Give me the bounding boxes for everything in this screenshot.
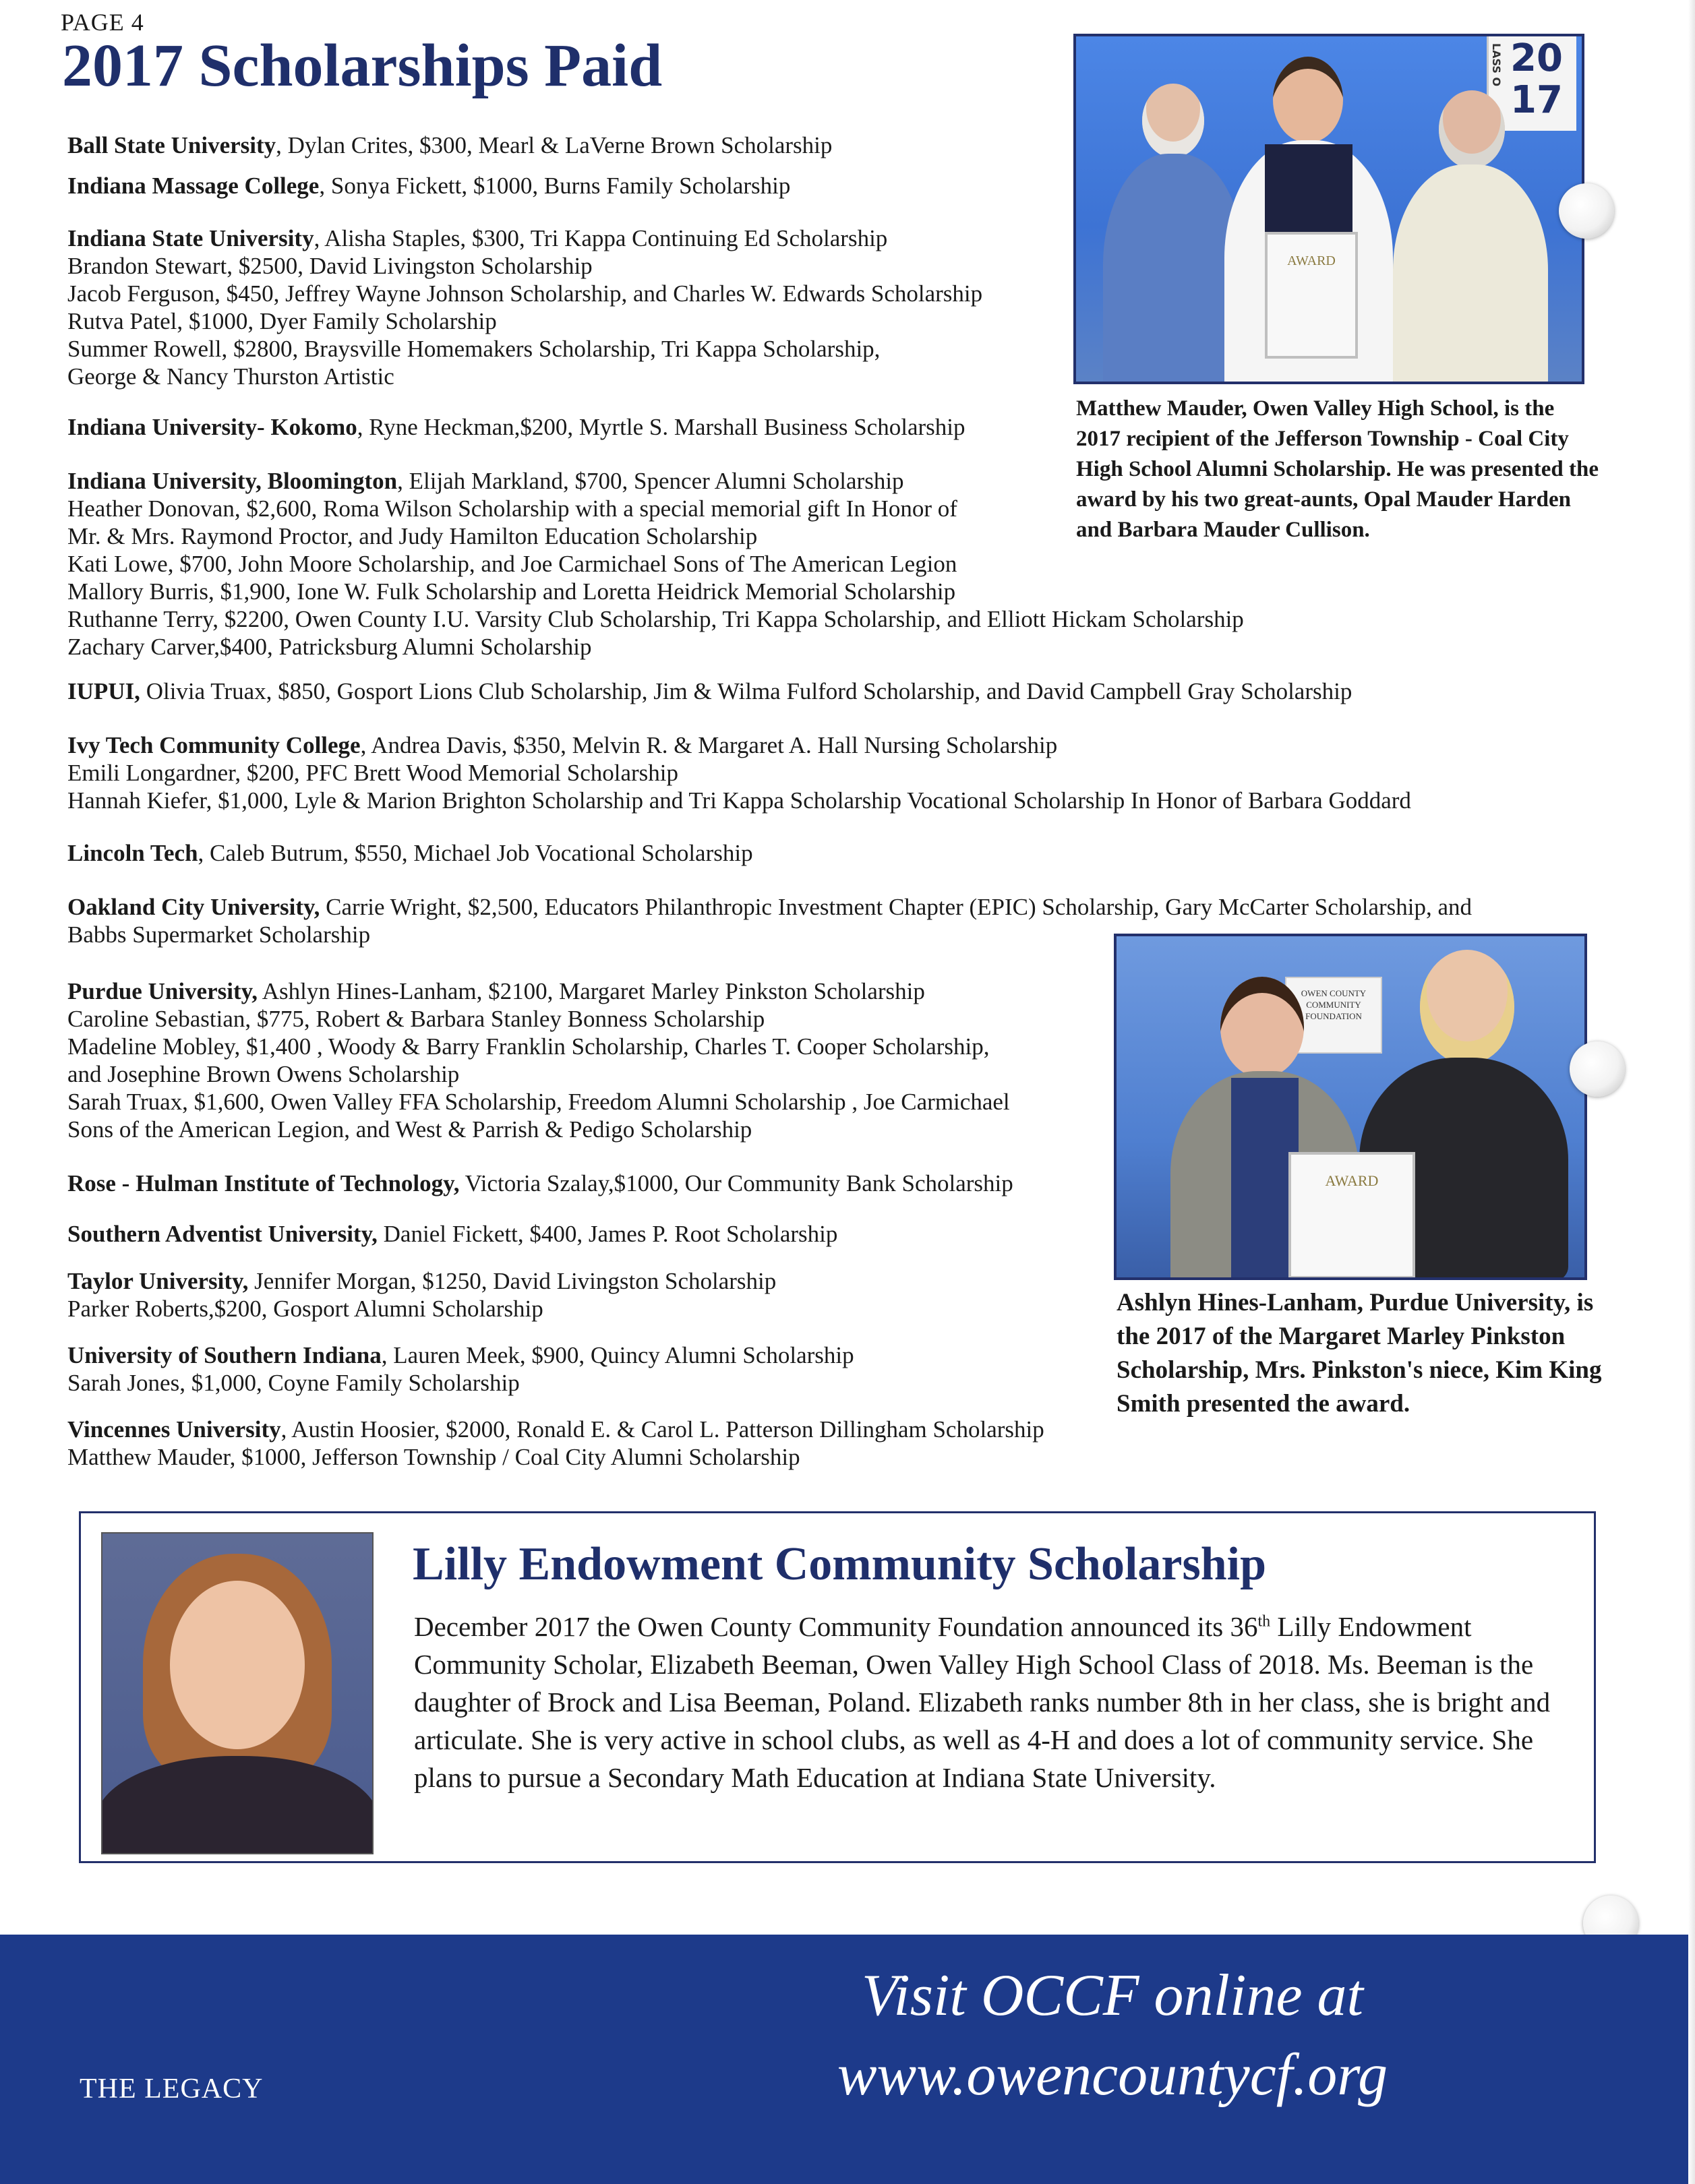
banner-top-text: 20	[1510, 36, 1563, 80]
footer-website-link[interactable]: www.owencountycf.org	[837, 2042, 1388, 2108]
lilly-body-start: December 2017 the Owen County Community Foundation announced its 36	[414, 1611, 1258, 1642]
recipient-line: Rutva Patel, $1000, Dyer Family Scholarship	[67, 308, 497, 334]
person-right	[1393, 90, 1548, 384]
lilly-body	[414, 1608, 1574, 1796]
recipient-line: Summer Rowell, $2800, Braysville Homemakers Scholarship, Tri Kappa Scholarship,	[67, 336, 881, 362]
lilly-title: Lilly Endowment Community Scholarship	[413, 1538, 1267, 1590]
recipient-line: Mr. & Mrs. Raymond Proctor, and Judy Hamilton Education Scholarship	[67, 523, 758, 549]
binder-hole	[1570, 1041, 1625, 1097]
recipient-line: Heather Donovan, $2,600, Roma Wilson Scholarship with a special memorial gift In Honor of	[67, 495, 957, 522]
institution-name: University of Southern Indiana	[67, 1342, 382, 1368]
lilly-scholarship-box	[79, 1511, 1596, 1863]
recipient-line: Mallory Burris, $1,900, Ione W. Fulk Scholarship and Loretta Heidrick Memorial Scholarship	[67, 578, 956, 605]
institution-name: Purdue University,	[67, 978, 258, 1004]
recipient-detail: , Lauren Meek, $900, Quincy Alumni Scholarship	[381, 1342, 854, 1368]
recipient-line: Brandon Stewart, $2500, David Livingston Scholarship	[67, 253, 593, 279]
binder-hole	[1559, 183, 1614, 239]
person-middle	[1224, 57, 1393, 384]
plaque-label: AWARD	[1287, 253, 1336, 268]
recipient-detail: , Alisha Staples, $300, Tri Kappa Continuing Ed Scholarship	[314, 225, 888, 251]
recipient-detail: , Elijah Markland, $700, Spencer Alumni Scholarship	[397, 468, 904, 494]
institution-name: Indiana University- Kokomo	[67, 414, 357, 440]
scholarship-entry	[67, 731, 1605, 814]
recipient-detail: , Andrea Davis, $350, Melvin R. & Margaret A. Hall Nursing Scholarship	[360, 732, 1058, 758]
banner-bottom-text: 17	[1510, 78, 1563, 122]
institution-name: Oakland City University,	[67, 894, 320, 920]
recipient-line: Caroline Sebastian, $775, Robert & Barbara Stanley Bonness Scholarship	[67, 1006, 765, 1032]
entry-first-line	[67, 893, 1605, 921]
recipient-detail: , Austin Hoosier, $2000, Ronald E. & Carol L. Patterson Dillingham Scholarship	[280, 1416, 1044, 1443]
recipient-detail: , Dylan Crites, $300, Mearl & LaVerne Brown Scholarship	[276, 132, 833, 158]
sign-text: OWEN COUNTY COMMUNITY FOUNDATION	[1301, 988, 1367, 1021]
recipient-line: Ruthanne Terry, $2200, Owen County I.U. Varsity Club Scholarship, Tri Kappa Scholarship, and Elliott Hickam Scholarship	[67, 606, 1244, 632]
lilly-body-sup: th	[1257, 1612, 1271, 1631]
award-plaque	[1265, 232, 1358, 359]
recipient-detail: Carrie Wright, $2,500, Educators Philanthropic Investment Chapter (EPIC) Scholarship, Gary McCarter Scholarship, and	[320, 894, 1473, 920]
entry-first-line	[67, 731, 1605, 759]
lilly-body-rest: Lilly Endowment Community Scholar, Elizabeth Beeman, Owen Valley High School Class of 2018. Ms. Beeman is the daughter of Brock and Lisa Beeman, Poland. Elizabeth ranks number 8th in her class, she is bright and articulate. She is very active in school clubs, as well as 4-H and does a lot of community service. She plans to pursue a Secondary Math Education at Indiana State University.	[414, 1611, 1551, 1793]
entry-first-line	[67, 839, 1605, 867]
recipient-detail: Victoria Szalay,$1000, Our Community Bank Scholarship	[459, 1170, 1013, 1196]
recipient-line: Babbs Supermarket Scholarship	[67, 921, 371, 948]
award-photo-hines-lanham	[1114, 934, 1587, 1280]
recipient-detail: , Ryne Heckman,$200, Myrtle S. Marshall Business Scholarship	[357, 414, 965, 440]
recipient-line: Emili Longardner, $200, PFC Brett Wood Memorial Scholarship	[67, 760, 679, 786]
scholar-portrait	[101, 1532, 374, 1854]
recipient-detail: , Caleb Butrum, $550, Michael Job Vocational Scholarship	[198, 840, 753, 866]
recipient-detail: Daniel Fickett, $400, James P. Root Scholarship	[377, 1221, 838, 1247]
recipient-detail: , Sonya Fickett, $1000, Burns Family Scholarship	[319, 173, 791, 199]
recipient-line: Hannah Kiefer, $1,000, Lyle & Marion Brighton Scholarship and Tri Kappa Scholarship Vocational Scholarship In Honor of Barbara Goddard	[67, 787, 1411, 814]
scholarship-entry	[67, 839, 1605, 867]
recipient-detail: Jennifer Morgan, $1250, David Livingston Scholarship	[248, 1268, 777, 1294]
photo1-caption: Matthew Mauder, Owen Valley High School, is the 2017 recipient of the Jefferson Township - Coal City High School Alumni Scholarship. He was presented the award by his two great-aunts, Opal Mauder Harden and Barbara Mauder Cullison.	[1076, 396, 1599, 542]
institution-name: Ivy Tech Community College	[67, 732, 361, 758]
recipient-line: Parker Roberts,$200, Gosport Alumni Scholarship	[67, 1296, 543, 1322]
recipient-line: Sons of the American Legion, and West & Parrish & Pedigo Scholarship	[67, 1116, 752, 1143]
recipient-line: and Josephine Brown Owens Scholarship	[67, 1061, 460, 1087]
page-title: 2017 Scholarships Paid	[62, 32, 663, 99]
recipient-detail: Ashlyn Hines-Lanham, $2100, Margaret Marley Pinkston Scholarship	[257, 978, 925, 1004]
award-photo-mauder	[1073, 34, 1584, 384]
institution-name: Vincennes University	[67, 1416, 281, 1443]
institution-name: Indiana Massage College	[67, 173, 320, 199]
recipient-line: Matthew Mauder, $1000, Jefferson Township / Coal City Alumni Scholarship	[67, 1444, 800, 1470]
recipient-line: Madeline Mobley, $1,400 , Woody & Barry Franklin Scholarship, Charles T. Cooper Scholarship,	[67, 1033, 990, 1060]
photo2-caption: Ashlyn Hines-Lanham, Purdue University, is the 2017 of the Margaret Marley Pinkston Scholarship, Mrs. Pinkston's niece, Kim King Smith presented the award.	[1117, 1289, 1602, 1418]
banner-side-text: LASS O	[1490, 43, 1503, 87]
footer-publication-name: THE LEGACY	[80, 2073, 264, 2104]
plaque2-label: AWARD	[1325, 1172, 1379, 1189]
recipient-line: George & Nancy Thurston Artistic	[67, 363, 394, 390]
footer-visit-text: Visit OCCF online at	[862, 1963, 1363, 2028]
institution-name: Indiana State University	[67, 225, 314, 251]
recipient-line: Sarah Truax, $1,600, Owen Valley FFA Scholarship, Freedom Alumni Scholarship , Joe Carmichael	[67, 1089, 1010, 1115]
institution-name: Ball State University	[67, 132, 276, 158]
recipient-line: Kati Lowe, $700, John Moore Scholarship, and Joe Carmichael Sons of The American Legion	[67, 551, 957, 577]
entry-first-line	[67, 677, 1605, 705]
institution-name: Indiana University, Bloomington	[67, 468, 398, 494]
award-plaque-2	[1288, 1152, 1415, 1279]
page-edge-shade	[1688, 0, 1695, 2184]
recipient-line: Jacob Ferguson, $450, Jeffrey Wayne Johnson Scholarship, and Charles W. Edwards Scholarship	[67, 280, 983, 307]
institution-name: Taylor University,	[67, 1268, 249, 1294]
recipient-line: Zachary Carver,$400, Patricksburg Alumni Scholarship	[67, 634, 592, 660]
institution-name: Rose - Hulman Institute of Technology,	[67, 1170, 460, 1196]
institution-name: IUPUI,	[67, 678, 140, 704]
scholarship-entry	[67, 1416, 1605, 1471]
recipient-line: Sarah Jones, $1,000, Coyne Family Scholarship	[67, 1370, 520, 1396]
person-left	[1103, 84, 1245, 384]
scholarship-entry	[67, 677, 1605, 705]
recipient-detail: Olivia Truax, $850, Gosport Lions Club Scholarship, Jim & Wilma Fulford Scholarship, and David Campbell Gray Scholarship	[140, 678, 1352, 704]
page-number: PAGE 4	[61, 9, 144, 36]
institution-name: Southern Adventist University,	[67, 1221, 378, 1247]
institution-name: Lincoln Tech	[67, 840, 198, 866]
